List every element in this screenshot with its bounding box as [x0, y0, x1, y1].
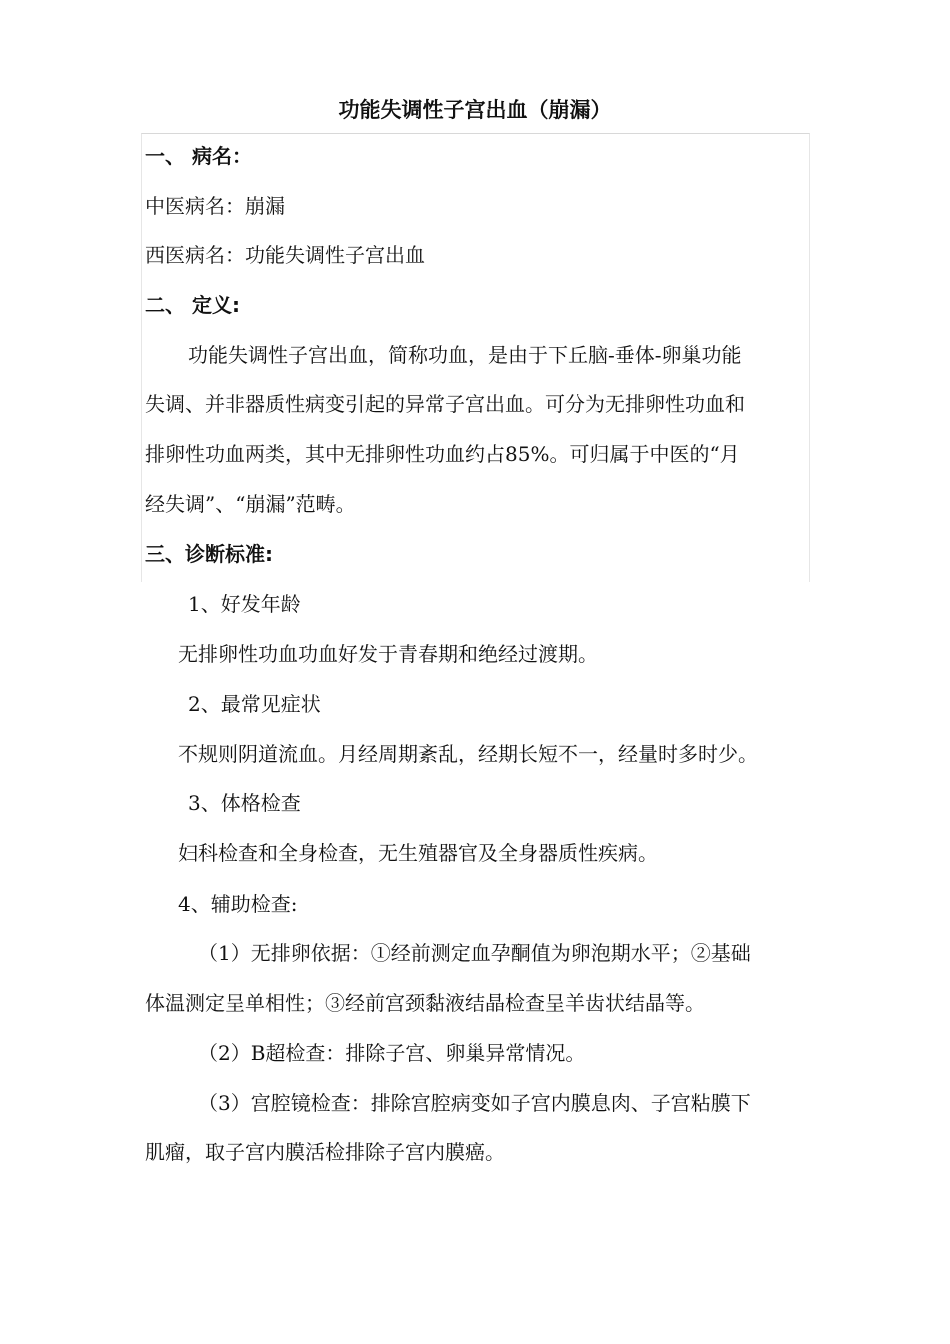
definition-line-4: 经失调”、“崩漏”范畴。 — [145, 492, 356, 516]
section2-heading: 二、 定义: — [145, 293, 240, 317]
item4-title: 4、辅助检查: — [178, 892, 298, 916]
sub3-line-2: 肌瘤，取子宫内膜活检排除子宫内膜癌。 — [145, 1140, 505, 1164]
sub1-line-1: （1）无排卵依据：①经前测定血孕酮值为卵泡期水平；②基础 — [198, 941, 751, 965]
western-name: 西医病名：功能失调性子宫出血 — [145, 243, 425, 267]
section3-heading: 三、诊断标准: — [145, 542, 273, 566]
item3-title: 3、体格检查 — [188, 791, 301, 815]
item3-text: 妇科检查和全身检查，无生殖器官及全身器质性疾病。 — [178, 841, 658, 865]
item1-text: 无排卵性功血功血好发于青春期和绝经过渡期。 — [178, 642, 598, 666]
sub3-line-1: （3）宫腔镜检查：排除宫腔病变如子宫内膜息肉、子宫粘膜下 — [198, 1091, 751, 1115]
tcm-name: 中医病名：崩漏 — [145, 194, 285, 218]
document-title: 功能失调性子宫出血（崩漏） — [338, 98, 612, 122]
item2-text: 不规则阴道流血。月经周期紊乱，经期长短不一，经量时多时少。 — [178, 742, 758, 766]
section1-heading: 一、 病名： — [145, 144, 252, 168]
definition-line-3: 排卵性功血两类，其中无排卵性功血约占85%。可归属于中医的“月 — [145, 442, 740, 466]
definition-line-2: 失调、并非器质性病变引起的异常子宫出血。可分为无排卵性功血和 — [145, 392, 745, 416]
sub1-line-2: 体温测定呈单相性；③经前宫颈黏液结晶检查呈羊齿状结晶等。 — [145, 991, 705, 1015]
sub2-text: （2）B超检查：排除子宫、卵巢异常情况。 — [198, 1041, 586, 1065]
item2-title: 2、最常见症状 — [188, 692, 321, 716]
definition-line-1: 功能失调性子宫出血，简称功血，是由于下丘脑-垂体-卵巢功能 — [188, 343, 742, 367]
item1-title: 1、好发年龄 — [188, 592, 301, 616]
